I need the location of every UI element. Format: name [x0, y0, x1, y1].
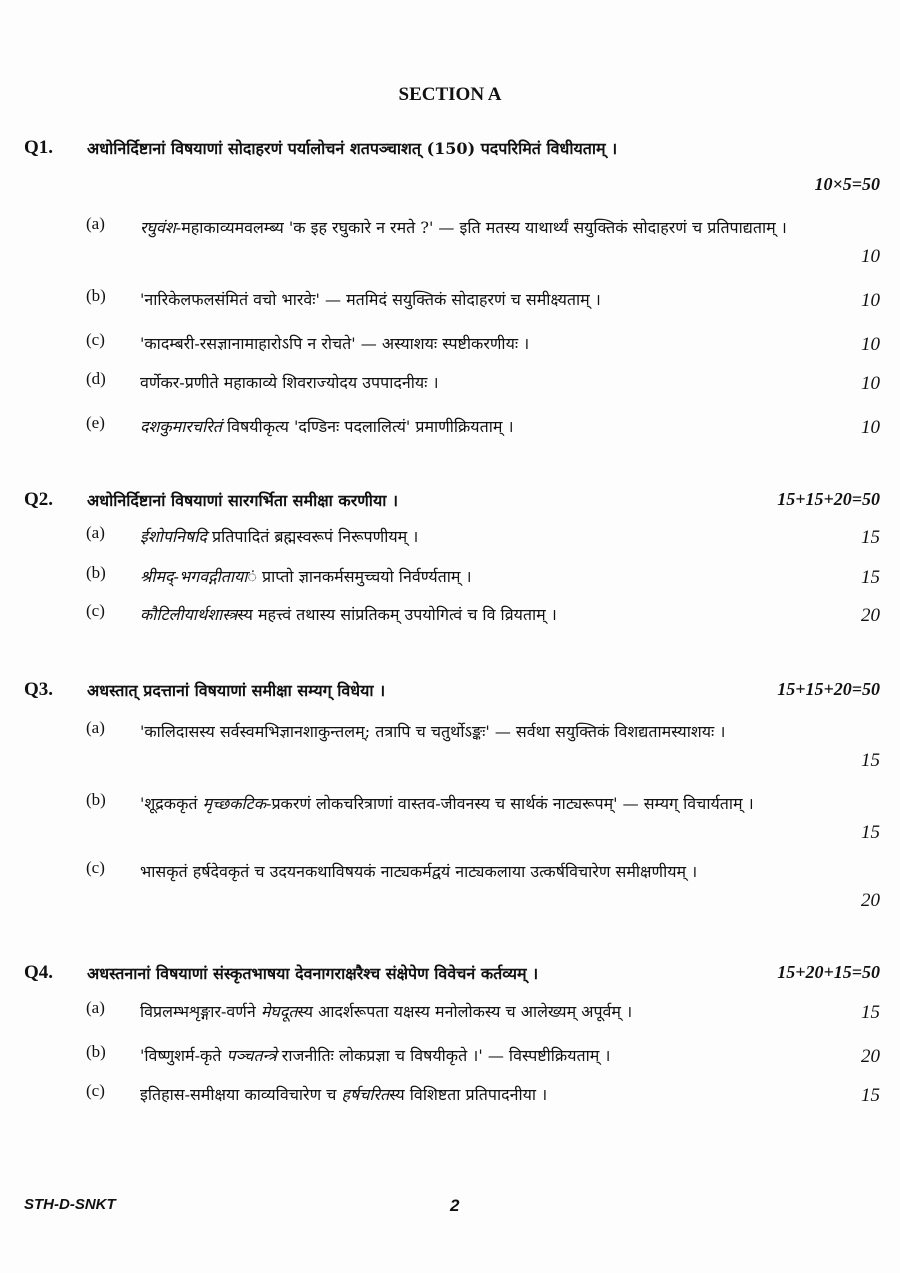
item-pre: 'शूद्रककृतं	[140, 794, 203, 813]
item-italic-title: दशकुमारचरितं	[140, 417, 222, 436]
item-text	[140, 1042, 610, 1069]
item-text: 'कादम्बरी-रसज्ञानामाहारोऽपि न रोचते' — अस्याशयः स्पष्टीकरणीयः ।	[140, 334, 530, 353]
item-text: भासकृतं हर्षदेवकृतं च उदयनकथाविषयकं नाट्यकर्मद्वयं नाट्यकलाया उत्कर्षविचारेण समीक्षणीयम् ।	[140, 862, 698, 881]
item-label: (a)	[86, 523, 105, 542]
item-text: वर्णेकर-प्रणीते महाकाव्ये शिवराज्योदय उपपादनीयः ।	[140, 373, 439, 392]
item-body: ं प्राप्तो ज्ञानकर्मसमुच्चयो निर्वर्ण्यताम् ।	[247, 567, 472, 586]
item-label: (e)	[86, 413, 105, 432]
item-label: (c)	[86, 330, 105, 349]
item-marks: 20	[861, 890, 880, 911]
item-label: (c)	[86, 1081, 105, 1100]
item-text	[140, 1081, 547, 1108]
item-marks: 15	[861, 750, 880, 771]
page-number: 2	[450, 1196, 460, 1215]
item-italic-title: पञ्चतन्त्रे	[226, 1046, 277, 1065]
question-number: Q1.	[24, 137, 54, 158]
item-body: राजनीतिः लोकप्रज्ञा च विषयीकृते ।' — विस्पष्टीक्रियताम् ।	[276, 1046, 611, 1065]
item-body: स्य विशिष्टता प्रतिपादनीया ।	[389, 1085, 548, 1104]
item-label: (b)	[86, 1042, 106, 1061]
section-title: SECTION A	[398, 84, 502, 105]
item-italic-title: रघुवंश	[140, 218, 176, 237]
question-text: अधस्तनानां विषयाणां संस्कृतभाषया देवनागराक्षरैश्च संक्षेपेण विवेचनं कर्तव्यम् ।	[87, 964, 539, 983]
item-body: प्रतिपादितं ब्रह्मस्वरूपं निरूपणीयम् ।	[206, 527, 419, 546]
item-text	[140, 601, 557, 628]
item-text	[140, 790, 842, 817]
item-body: -महाकाव्यमवलम्ब्य 'क इह रघुकारे न रमते ?' — इति मतस्य याथार्थ्यं सयुक्तिकं सोदाहरणं च प्रतिपाद्यताम् ।	[175, 218, 787, 237]
item-marks: 20	[861, 605, 880, 626]
item-italic-title: ईशोपनिषदि	[140, 527, 207, 546]
item-italic-title: श्रीमद्-भगवद्गीताया	[140, 567, 248, 586]
item-marks: 15	[861, 527, 880, 548]
item-marks: 15	[861, 1002, 880, 1023]
item-body: -प्रकरणं लोकचरित्राणां वास्तव-जीवनस्य च सार्थकं नाट्यरूपम्' — सम्यग् विचार्यताम् ।	[266, 794, 754, 813]
item-marks: 10	[861, 290, 880, 311]
item-text	[140, 998, 632, 1025]
item-text: 'नारिकेलफलसंमितं वचो भारवेः' — मतमिदं सयुक्तिकं सोदाहरणं च समीक्ष्यताम् ।	[140, 290, 601, 309]
item-label: (a)	[86, 998, 105, 1017]
item-italic-title: मेघदूत	[260, 1002, 298, 1021]
item-marks: 10	[861, 373, 880, 394]
question-text: अधोनिर्दिष्टानां विषयाणां सोदाहरणं पर्यालोचनं शतपञ्चाशत् (150) पदपरिमितं विधीयताम् ।	[87, 139, 618, 158]
item-label: (a)	[86, 214, 105, 233]
question-number: Q4.	[24, 962, 54, 983]
paper-code: STH-D-SNKT	[24, 1196, 116, 1213]
item-marks: 15	[861, 567, 880, 588]
item-pre: विप्रलम्भशृङ्गार-वर्णने	[140, 1002, 261, 1021]
item-text	[140, 563, 472, 590]
question-text: अधोनिर्दिष्टानां विषयाणां सारगर्भिता समीक्षा करणीया ।	[87, 491, 399, 510]
item-marks: 20	[861, 1046, 880, 1067]
question-number: Q3.	[24, 679, 54, 700]
item-marks: 15	[861, 1085, 880, 1106]
item-text: 'कालिदासस्य सर्वस्वमभिज्ञानशाकुन्तलम्; तत्रापि च चतुर्थोऽङ्कः' — सर्वथा सयुक्तिकं विशद्यतामस्याशयः ।	[140, 722, 726, 741]
question-marks: 15+15+20=50	[777, 679, 880, 699]
question-marks: 10×5=50	[814, 174, 880, 194]
item-label: (c)	[86, 601, 105, 620]
item-text	[140, 214, 842, 241]
item-label: (b)	[86, 563, 106, 582]
item-label: (b)	[86, 286, 106, 305]
item-pre: 'विष्णुशर्म-कृते	[140, 1046, 227, 1065]
item-label: (d)	[86, 369, 106, 388]
item-italic-title: हर्षचरित	[341, 1085, 390, 1104]
item-marks: 10	[861, 334, 880, 355]
item-body: विषयीकृत्य 'दण्डिनः पदलालित्यं' प्रमाणीक्रियताम् ।	[221, 417, 514, 436]
question-marks: 15+15+20=50	[777, 489, 880, 509]
item-text	[140, 413, 514, 440]
question-text: अधस्तात् प्रदत्तानां विषयाणां समीक्षा सम्यग् विधेया ।	[87, 681, 386, 700]
item-marks: 10	[861, 246, 880, 267]
item-pre: इतिहास-समीक्षया काव्यविचारेण च	[140, 1085, 342, 1104]
item-body: स्य आदर्शरूपता यक्षस्य मनोलोकस्य च आलेख्यम् अपूर्वम् ।	[297, 1002, 633, 1021]
item-body: स्य महत्त्वं तथास्य सांप्रतिकम् उपयोगित्वं च वि व्रियताम् ।	[237, 605, 557, 624]
item-label: (b)	[86, 790, 106, 809]
item-marks: 10	[861, 417, 880, 438]
question-number: Q2.	[24, 489, 54, 510]
item-italic-title: कौटिलीयार्थशास्त्र	[140, 605, 238, 624]
item-text	[140, 523, 418, 550]
item-marks: 15	[861, 822, 880, 843]
item-italic-title: मृच्छकटिक	[202, 794, 267, 813]
question-marks: 15+20+15=50	[777, 962, 880, 982]
item-label: (a)	[86, 718, 105, 737]
item-label: (c)	[86, 858, 105, 877]
